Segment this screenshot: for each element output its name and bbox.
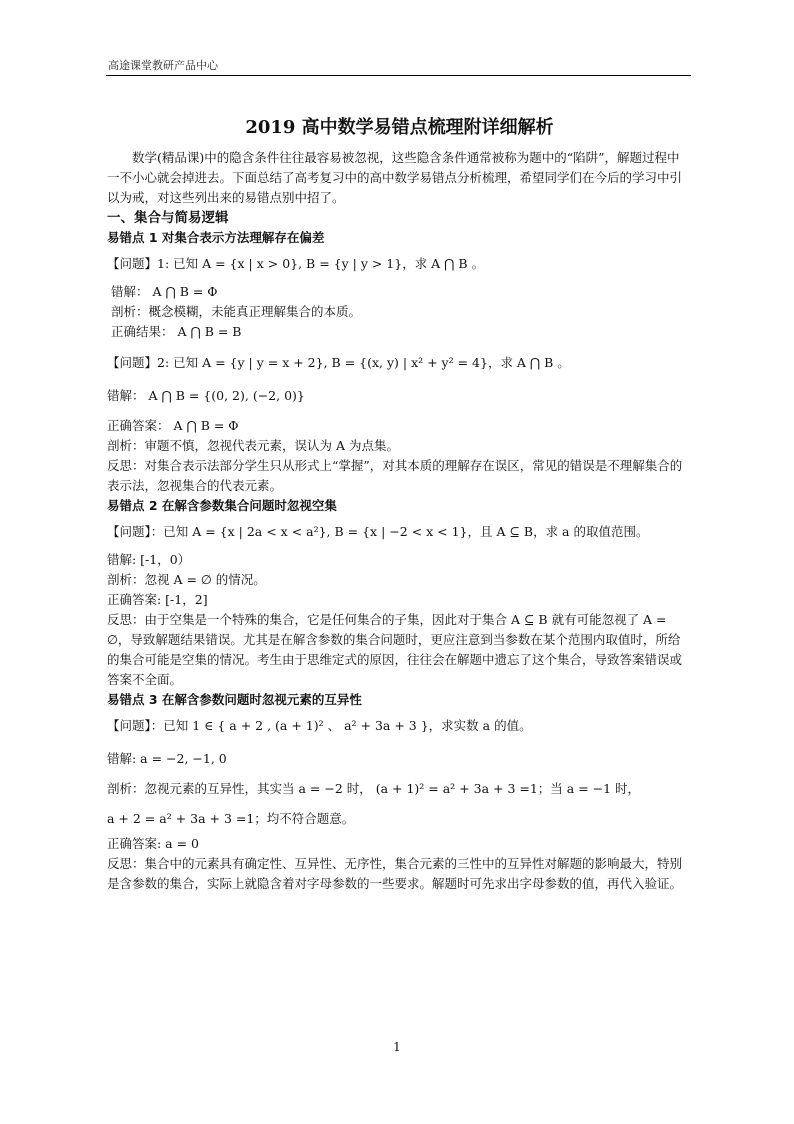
point-2-title: 易错点 2 在解含参数集合问题时忽视空集 (107, 498, 337, 513)
point-3-wrong: 错解: a = −2, −1, 0 (107, 751, 227, 766)
section-heading: 一、集合与简易逻辑 (107, 210, 229, 226)
point-1-analysis-1: 剖析：概念模糊，未能真正理解集合的本质。 (111, 304, 362, 319)
document-body (107, 116, 692, 894)
point-3-question: 【问题】：已知 1 ∈ { a + 2 , (a + 1)² 、 a² + 3a + 3 }，求实数 a 的值。 (107, 718, 532, 733)
point-1-correct-2: 正确答案： A ⋂ B = Φ (107, 418, 239, 433)
header-divider (106, 75, 691, 76)
page-title: 2019 高中数学易错点梳理附详细解析 (245, 117, 554, 138)
point-2-analysis: 剖析：忽视 A = ∅ 的情况。 (107, 572, 266, 587)
point-3-analysis-cont: a + 2 = a² + 3a + 3 =1；均不符合题意。 (107, 811, 355, 826)
point-1-wrong-1: 错解： A ⋂ B = Φ (111, 284, 218, 299)
point-1-title: 易错点 1 对集合表示方法理解存在偏差 (107, 230, 325, 245)
point-1-correct-1: 正确结果： A ⋂ B = B (111, 324, 242, 339)
point-3-correct: 正确答案: a = 0 (107, 836, 200, 851)
point-1-question-1: 【问题】1: 已知 A = {x | x > 0}, B = {y | y > 1}，求 A ⋂ B 。 (107, 256, 485, 271)
point-2-wrong: 错解: [-1，0） (107, 552, 191, 567)
point-1-reflection: 反思：对集合表示法部分学生只从形式上“掌握”，对其本质的理解存在误区，常见的错误是不理解集合的表示法，忽视集合的代表元素。 (107, 458, 683, 493)
point-1-question-2: 【问题】2: 已知 A = {y | y = x + 2}, B = {(x, y) | x² + y² = 4}，求 A ⋂ B 。 (107, 355, 570, 370)
point-2-reflection: 反思：由于空集是一个特殊的集合，它是任何集合的子集，因此对于集合 A ⊆ B 就有可能忽视了 A = ∅，导致解题结果错误。尤其是在解含参数的集合问题时，更应注意到当参数在某个范围内取值时，所给的集合可能是空集的情况。考生由于思维定式的原因，往往会在解题中遗忘了这个集合，导致答案错误或答案不全面。 (107, 612, 683, 687)
page-number: 1 (393, 1040, 401, 1054)
point-3-reflection: 反思：集合中的元素具有确定性、互异性、无序性，集合元素的三性中的互异性对解题的影响最大，特别是含参数的集合，实际上就隐含着对字母参数的一些要求。解题时可先求出字母参数的值，再代入验证。 (107, 856, 683, 891)
point-2-correct: 正确答案: [-1，2] (107, 592, 208, 607)
point-2-question: 【问题】：已知 A = {x | 2a < x < a²}, B = {x | −2 < x < 1}，且 A ⊆ B，求 a 的取值范围。 (107, 524, 649, 539)
point-1-analysis-2: 剖析：审题不慎，忽视代表元素，误认为 A 为点集。 (107, 438, 399, 453)
intro-paragraph: 数学(精品课)中的隐含条件往往最容易被忽视，这些隐含条件通常被称为题中的“陷阱”，解题过程中一不小心就会掉进去。下面总结了高考复习中的高中数学易错点分析梳理，希望同学们在今后的学习中引以为戒，对这些列出来的易错点别中招了。 (107, 150, 683, 205)
point-3-title: 易错点 3 在解含参数问题时忽视元素的互异性 (107, 692, 362, 707)
point-1-wrong-2: 错解： A ⋂ B = {(0, 2), (−2, 0)} (107, 388, 305, 403)
point-3-analysis: 剖析：忽视元素的互异性，其实当 a = −2 时， (a + 1)² = a² + 3a + 3 =1；当 a = −1 时， (107, 781, 641, 796)
header-org: 高途课堂教研产品中心 (108, 59, 218, 72)
